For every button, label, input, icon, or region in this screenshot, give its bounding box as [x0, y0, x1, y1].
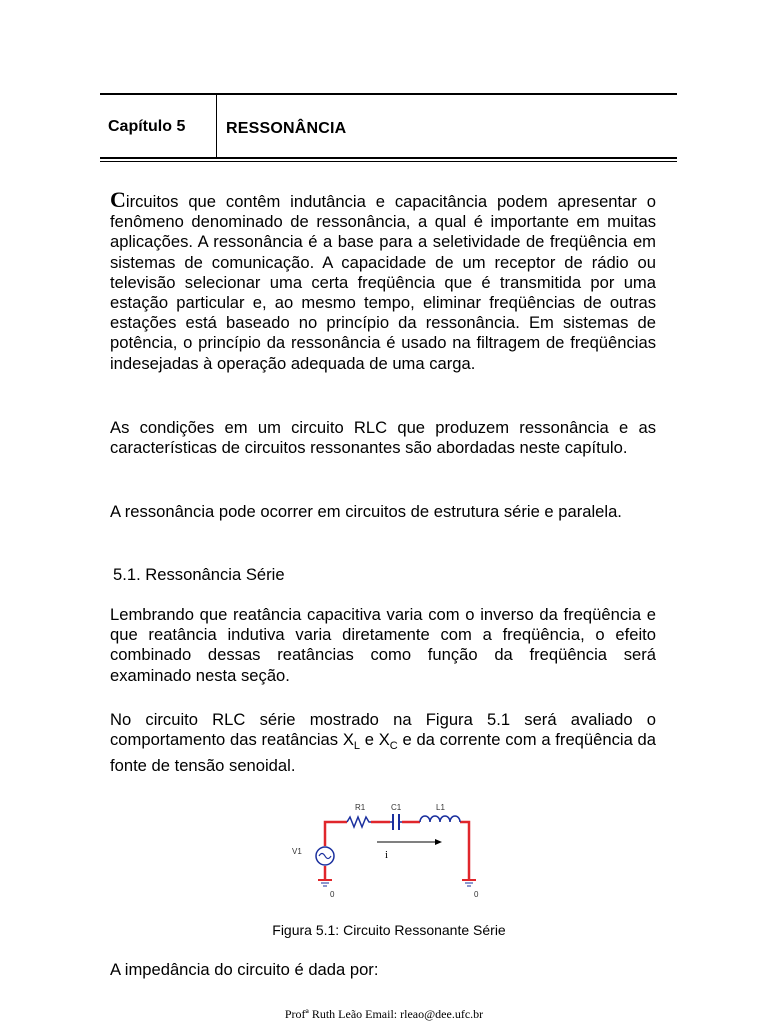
section-heading: 5.1. Ressonância Série — [113, 565, 285, 584]
label-v1: V1 — [292, 847, 302, 856]
paragraph-conditions: As condições em um circuito RLC que produzem ressonância e as características de circuitos ressonantes são abordadas neste capítulo. — [110, 418, 656, 458]
label-l1: L1 — [436, 803, 445, 812]
drop-cap: C — [110, 187, 126, 212]
paragraph-circuit-text-a: No circuito RLC série mostrado na Figura 5.1 será avaliado o comportamento das reatâncias X — [110, 710, 656, 750]
ground-icon-right — [462, 880, 476, 886]
header-divider — [216, 95, 217, 157]
paragraph-intro-text: ircuitos que contêm indutância e capacitância podem apresentar o fenômeno denominado de ressonância, a qual é importante em muitas aplicações. A ressonância é a base para a seletividade de freqüência em sistemas de comunicação. A capacidade de um receptor de rádio ou televisão selecionar uma certa freqüência que é transmitida por uma estação particular e, ao mesmo tempo, eliminar freqüências de outras estações está baseado no princípio da ressonância. Em sistemas de potência, o princípio da ressonância é usado na filtragem de freqüências indesejadas à operação adequada de uma carga. — [110, 192, 656, 373]
label-c1: C1 — [391, 803, 402, 812]
paragraph-reactance: Lembrando que reatância capacitiva varia com o inverso da freqüência e que reatância indutiva varia diretamente com a freqüência, o efeito combinado dessas reatâncias como função da freqüência será examinado nesta seção. — [110, 605, 656, 685]
resistor-icon — [347, 817, 371, 827]
wire-left — [325, 822, 347, 846]
header-rule — [100, 157, 677, 159]
ground-icon-left — [318, 880, 332, 886]
paragraph-circuit-text-b: e X — [360, 730, 390, 750]
figure-caption: Figura 5.1: Circuito Ressonante Série — [272, 922, 506, 938]
paragraph-impedance: A impedância do circuito é dada por: — [110, 960, 379, 979]
label-r1: R1 — [355, 803, 366, 812]
label-ground-right: 0 — [474, 890, 479, 899]
subscript-c: C — [389, 740, 398, 753]
label-current: i — [385, 849, 389, 861]
paragraph-intro — [110, 187, 656, 374]
arrowhead-icon — [435, 839, 442, 845]
wire-right — [460, 822, 469, 880]
paragraph-circuit-text-c: e da corrente com a freqüência da fonte de tensão senoidal. — [110, 730, 656, 776]
chapter-label: Capítulo 5 — [108, 118, 186, 135]
inductor-icon — [420, 816, 460, 822]
chapter-title: RESSONÂNCIA — [226, 120, 347, 137]
paragraph-circuit — [110, 710, 656, 777]
chapter-header — [100, 93, 677, 159]
paragraph-structures: A ressonância pode ocorrer em circuitos de estrutura série e paralela. — [110, 502, 622, 521]
header-rule-thin — [100, 161, 677, 162]
circuit-diagram — [285, 798, 505, 908]
label-ground-left: 0 — [330, 890, 335, 899]
page-footer: Profª Ruth Leão Email: rleao@dee.ufc.br — [284, 1007, 484, 1021]
subscript-l: L — [353, 740, 361, 753]
